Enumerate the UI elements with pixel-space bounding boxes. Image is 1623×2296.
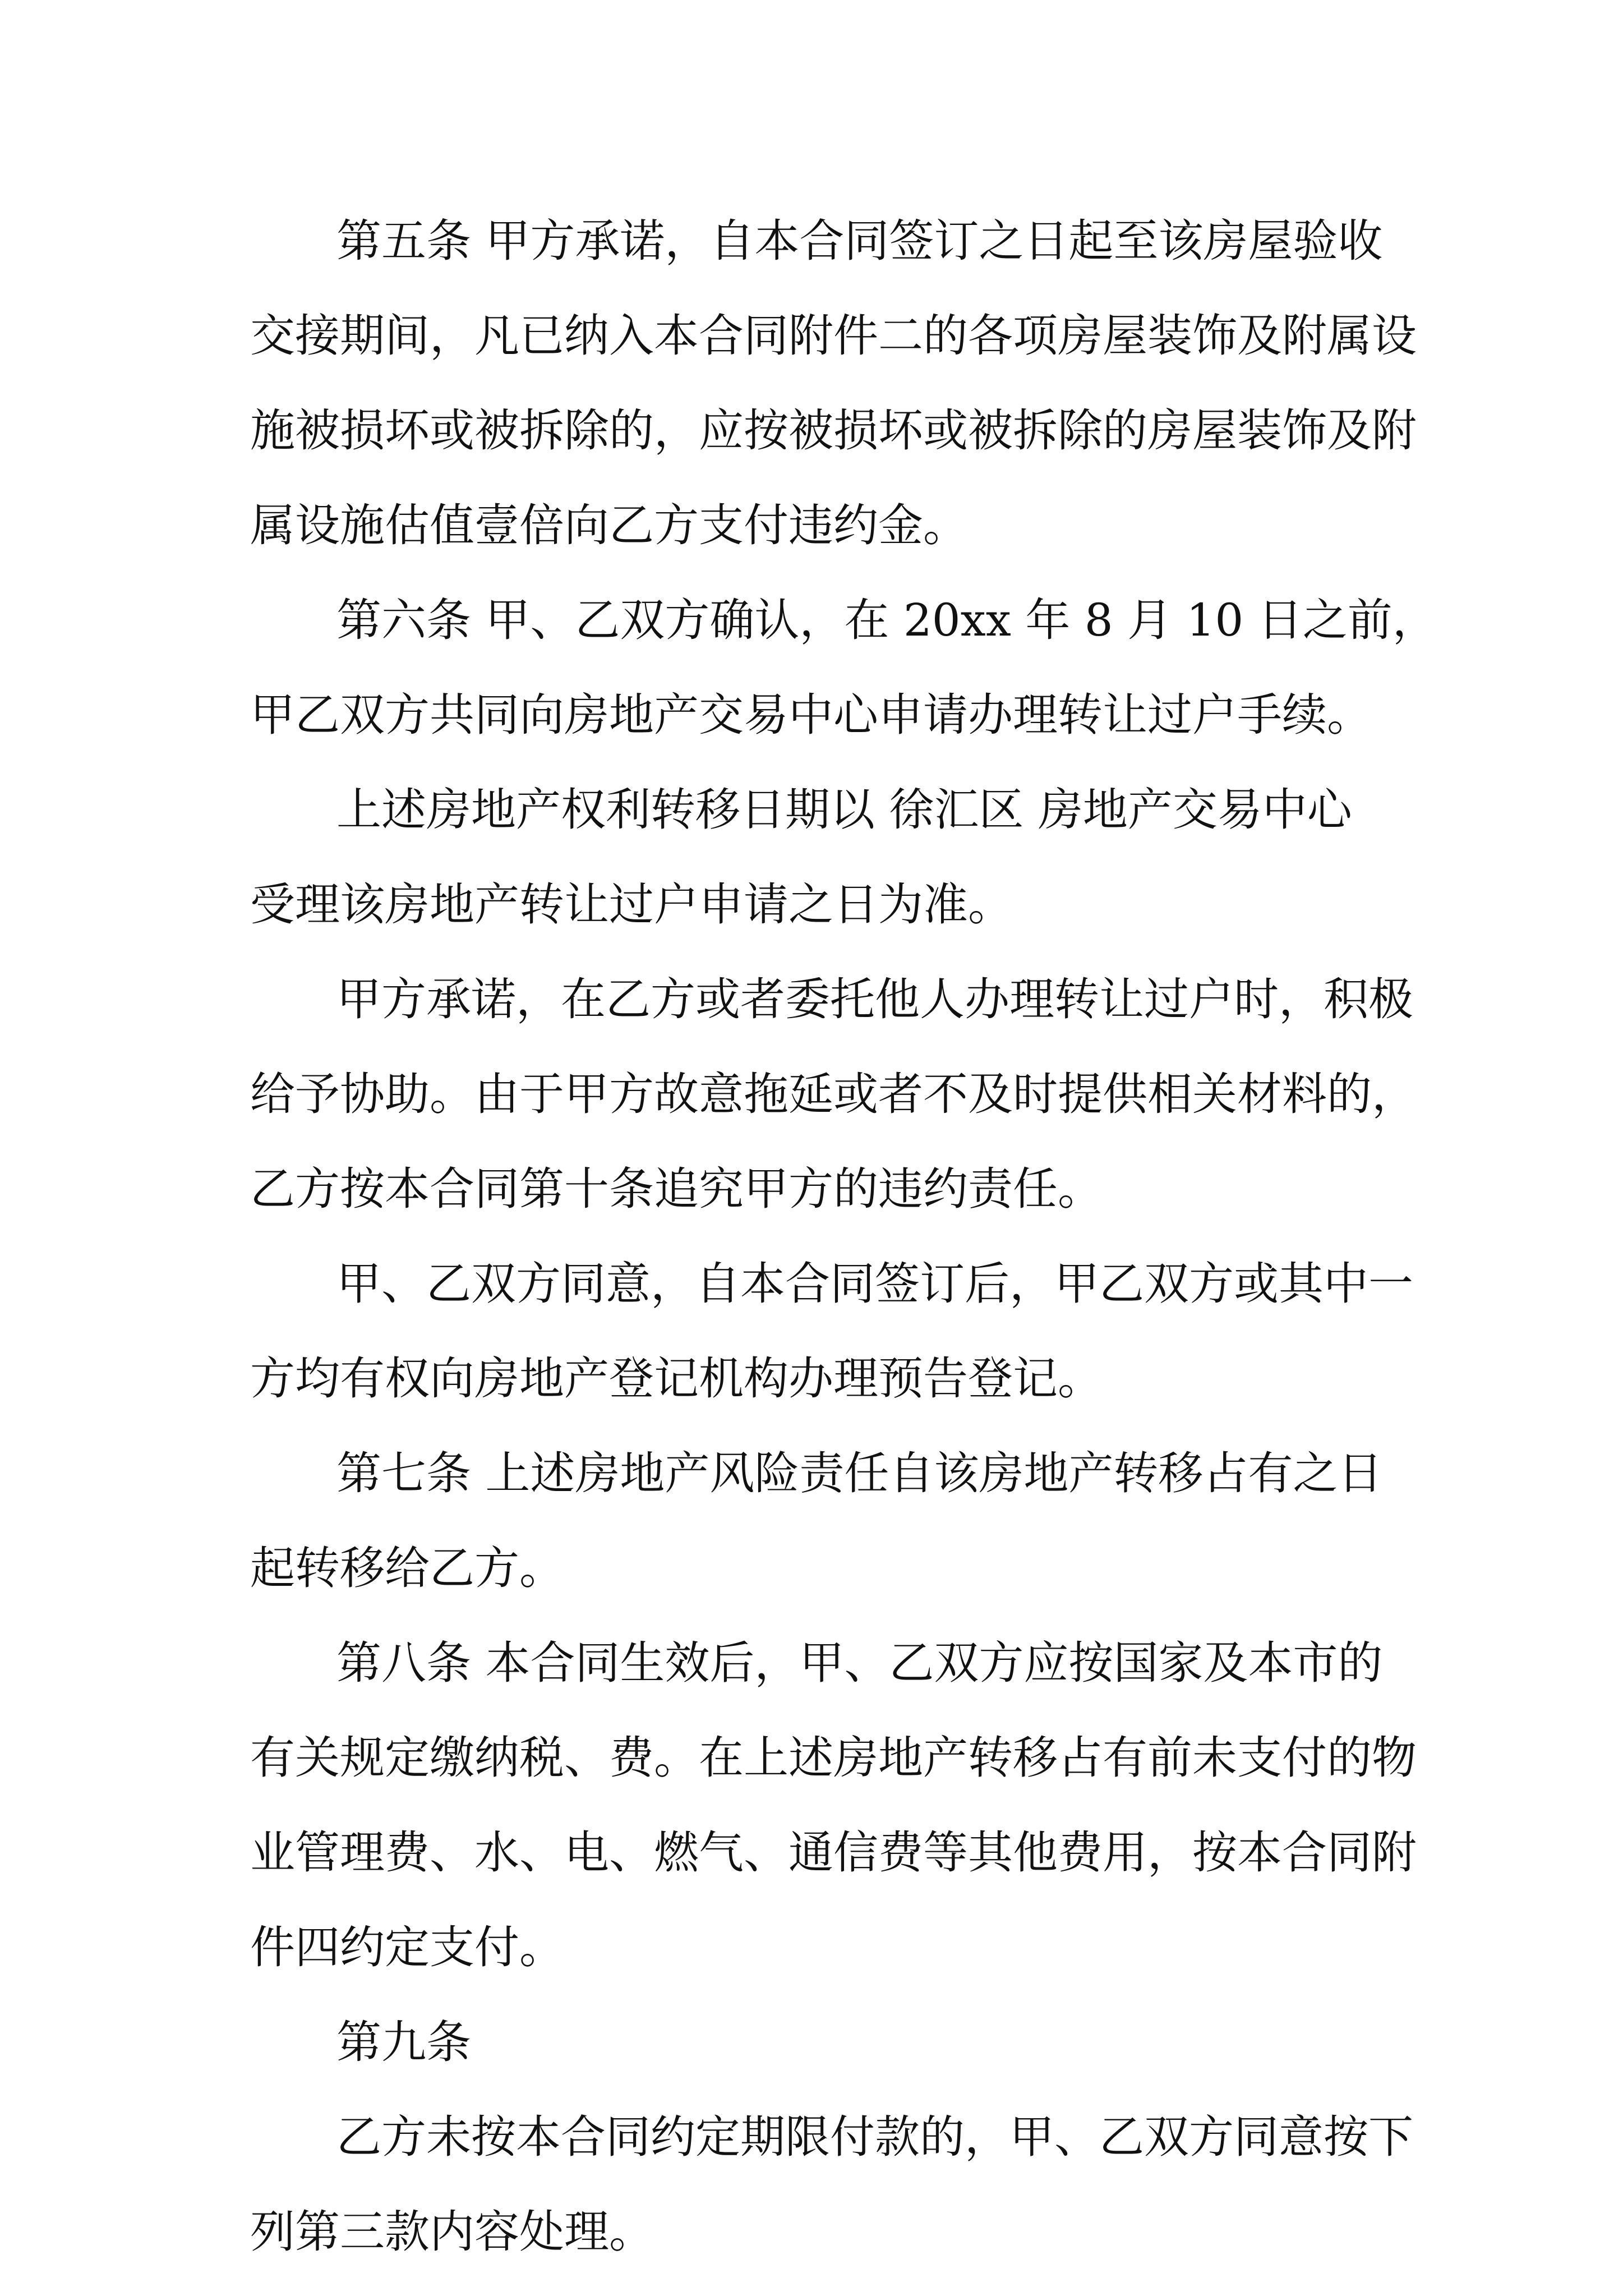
article-5-line-4: 属设施估值壹倍向乙方支付违约金。 [250,499,968,551]
article-9-line-1: 乙方未按本合同约定期限付款的，甲、乙双方同意按下 [336,2111,1413,2163]
article-9-line-2: 列第三款内容处理。 [250,2206,654,2258]
transfer-date-line-1: 上述房地产权利转移日期以 徐汇区 房地产交易中心 [336,784,1352,836]
registration-line-1: 甲、乙双方同意，自本合同签订后，甲乙双方或其中一 [336,1258,1413,1310]
article-8-line-2: 有关规定缴纳税、费。在上述房地产转移占有前未支付的物 [250,1732,1417,1784]
article-5-line-3: 施被损坏或被拆除的，应按被损坏或被拆除的房屋装饰及附 [250,404,1417,457]
article-5-line-1: 第五条 甲方承诺，自本合同签订之日起至该房屋验收 [336,215,1383,267]
article-5-line-2: 交接期间，凡已纳入本合同附件二的各项房屋装饰及附属设 [250,310,1417,362]
article-9-heading: 第九条 [336,2016,471,2068]
article-7-line-1: 第七条 上述房地产风险责任自该房地产转移占有之日 [336,1447,1383,1499]
assist-line-2: 给予协助。由于甲方故意拖延或者不及时提供相关材料的， [250,1068,1417,1120]
article-7-line-2: 起转移给乙方。 [250,1542,564,1594]
article-8-line-4: 件四约定支付。 [250,1921,564,1973]
article-8-line-1: 第八条 本合同生效后，甲、乙双方应按国家及本市的 [336,1637,1383,1689]
article-6-line-1: 第六条 甲、乙双方确认，在 20xx 年 8 月 10 日之前， [336,594,1437,646]
registration-line-2: 方均有权向房地产登记机构办理预告登记。 [250,1352,1103,1405]
transfer-date-line-2: 受理该房地产转让过户申请之日为准。 [250,878,1013,931]
article-8-line-3: 业管理费、水、电、燃气、通信费等其他费用，按本合同附 [250,1826,1417,1879]
assist-line-3: 乙方按本合同第十条追究甲方的违约责任。 [250,1163,1103,1215]
assist-line-1: 甲方承诺，在乙方或者委托他人办理转让过户时，积极 [336,973,1413,1025]
article-6-line-2: 甲乙双方共同向房地产交易中心申请办理转让过户手续。 [250,689,1372,741]
